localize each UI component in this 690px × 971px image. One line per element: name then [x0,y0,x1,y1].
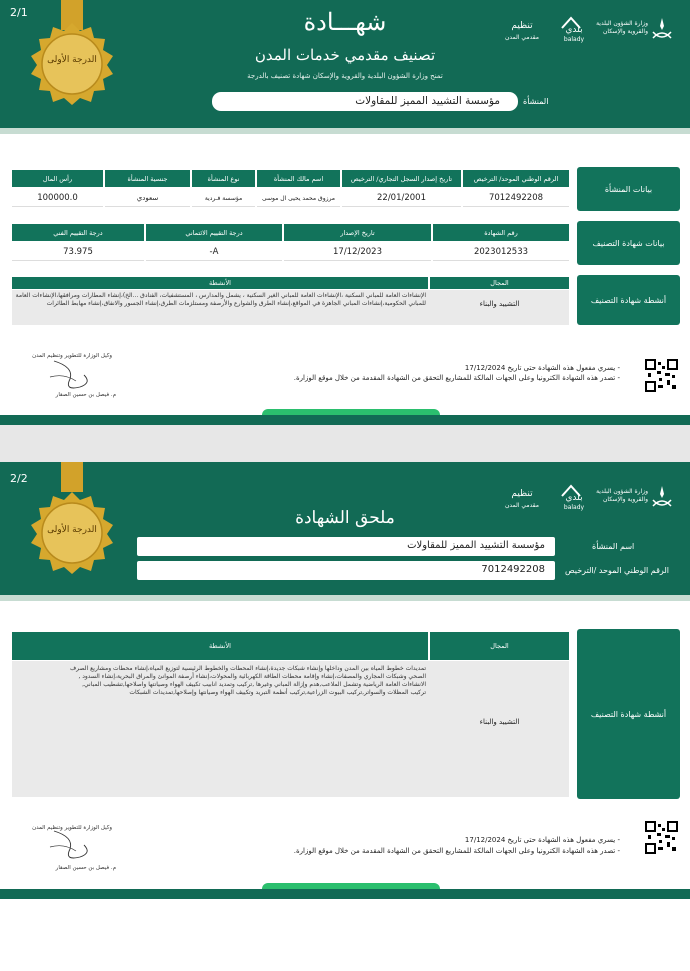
footer-accent [262,883,440,889]
activity-line: الانشاءات العامة الرياضية وتشمل الملاعب,هدم وإزالة المباني وغيرها ,تركيب وتمديد انابيب تكييف الهواء وصيانتها واصلاحها,تشطيب المباني, [82,681,426,688]
td-certificate-number: 2023012533 [433,244,569,261]
license-value: 7012492208 [481,564,545,575]
medal-label: الدرجة الأولى [47,525,97,535]
td-cr-date: 22/01/2001 [342,190,461,207]
verification-note: - تصدر هذه الشهادة الكترونيا وعلى الجهات المالكة للمشاريع التحقق من الشهادة المقدمة من خلال موقع الوزارة. [293,374,620,382]
footer-accent [262,409,440,415]
section-label-activities: أنشطة شهادة التصنيف [577,629,680,799]
validity-note: - يسري مفعول هذه الشهادة حتى تاريخ 17/12/2024 [464,836,620,844]
signer-name: م. فيصل بن حسين الصقار [55,392,116,398]
qr-code-icon [645,359,678,392]
th-owner-name: اسم مالك المنشأة [257,170,340,187]
ministry-logo-text: وزارة الشؤون البلدية والقروية والإسكان [596,488,648,503]
qr-code-icon [645,821,678,854]
certificate-title: شهـــادة [303,8,387,36]
td-nationality: سعودي [105,190,190,207]
th-field: المجال [430,632,569,660]
tanzeem-logo-text: تنظيم [511,21,533,31]
th-credit-rating: درجة التقييم الائتماني [146,224,282,241]
th-activities: الأنشطة [12,277,428,289]
th-issue-date: تاريخ الإصدار [284,224,431,241]
medal-ribbon [61,462,83,492]
banner-divider [0,595,690,601]
banner-divider [0,128,690,134]
td-credit-rating: A- [146,244,282,261]
activity-line: الصحي وشبكات المجاري والمصفات،إنشاء وإقامة محطات الطاقة الكهربائية والمحولات،إنشاء أرصفة الموانئ والمراق البحرية،إنشاء السدود , [78,673,426,680]
ministry-logo-text: وزارة الشؤون البلدية والقروية والإسكان [596,20,648,35]
td-owner-name: مرزوق محمد يحيى ال موسى [257,190,340,207]
activity-field: التشييد والبناء [479,718,520,726]
establishment-label: المنشأة [523,97,549,106]
balady-logo-en: balady [563,36,585,43]
activity-line: الإنشاءات العامة للمباني السكنية ،الإنشاءات العامة للمباني الغير السكنية ، يشمل والمدارس ، المستشفيات، الفنادق ...الخ)،إنشاء المطارات ومرافقها،الإنشاءات العامة [15,292,426,299]
section-label-establishment: بيانات المنشأة [577,167,680,211]
signer-name: م. فيصل بن حسين الصقار [55,865,116,871]
tanzeem-logo-sub: مقدمي المدن [504,502,540,509]
section-label-certificate: بيانات شهادة التصنيف [577,221,680,265]
certificate-page-1 [0,0,690,425]
th-cr-date: تاريخ إصدار السجل التجاري/ الترخيص [342,170,461,187]
th-nationality: جنسية المنشأة [105,170,190,187]
signer-title: وكيل الوزارة للتطوير وتنظيم المدن [32,353,112,359]
activity-line: تركيب المظلات والسواتر,تركيب البيوت الزراعية,تركيب أنظمة التبريد وتكييف الهواء وصيانتها وإصلاحها,تمديدات الشبكات [129,689,426,696]
medal-label: الدرجة الأولى [47,55,97,65]
appendix-title: ملحق الشهادة [295,508,395,528]
establishment-name-label: اسم المنشأة [592,542,635,551]
td-capital: 100000.0 [12,190,103,207]
establishment-name: مؤسسة التشييد المميز للمقاولات [355,95,500,107]
validity-note: - يسري مفعول هذه الشهادة حتى تاريخ 17/12/2024 [464,364,620,372]
activity-line: للمباني الحكومية،إنشاءات المباني الجاهزة في المواقع،إنشاء الطرق والشوارع والأرصفة ومستلزمات الطرق،إنشاء الجسور والانفاق،إنشاء مهابط الطائرات [46,300,426,307]
section-label-activities: أنشطة شهادة التصنيف [577,275,680,325]
certificate-page-2 [0,462,690,971]
license-box [137,561,555,580]
activity-line: تمديدات خطوط المياه بين المدن وداخلها وإنشاء شبكات جديدة،إنشاء المحطات والخطوط الرئيسية لتوزيع المياه،إنشاء محطات ومشاريع الصرف [69,665,426,672]
th-national-number: الرقم الوطني الموحد/ الترخيص [463,170,569,187]
license-label: الرقم الوطني الموحد /الترخيص [565,566,669,575]
tanzeem-logo-sub: مقدمي المدن [504,34,540,41]
footer-band [0,415,690,425]
page-number: 2/2 [10,472,28,485]
th-establishment-type: نوع المنشأة [192,170,255,187]
th-activities: الأنشطة [12,632,428,660]
balady-logo-text: بلدي [565,25,583,35]
th-certificate-number: رقم الشهادة [433,224,569,241]
td-technical-rating: 73.975 [12,244,144,261]
footer-band [0,889,690,899]
th-technical-rating: درجة التقييم الفني [12,224,144,241]
balady-logo-text: بلدي [565,493,583,503]
page-gap [0,425,690,462]
establishment-name-box [212,92,518,111]
page-number: 2/1 [10,6,28,19]
signer-title: وكيل الوزارة للتطوير وتنظيم المدن [32,825,112,831]
activity-field: التشييد والبناء [479,300,520,308]
signature-icon [40,357,100,393]
establishment-name-box [137,537,555,556]
tanzeem-logo-text: تنظيم [511,489,533,499]
certificate-subtitle: تصنيف مقدمي خدمات المدن [254,46,436,64]
verification-note: - تصدر هذه الشهادة الكترونيا وعلى الجهات المالكة للمشاريع التحقق من الشهادة المقدمة من خلال موقع الوزارة. [293,847,620,855]
td-national-number: 7012492208 [463,190,569,207]
establishment-name: مؤسسة التشييد المميز للمقاولات [407,540,545,551]
td-establishment-type: مؤسسة فـردية [192,190,255,207]
certificate-description: تمنح وزارة الشؤون البلدية والقروية والإسكان شهادة تصنيف بالدرجة [247,72,443,80]
th-capital: رأس المال [12,170,103,187]
td-issue-date: 17/12/2023 [284,244,431,261]
balady-logo-en: balady [563,504,585,511]
signature-icon [40,827,100,863]
th-field: المجال [430,277,569,289]
